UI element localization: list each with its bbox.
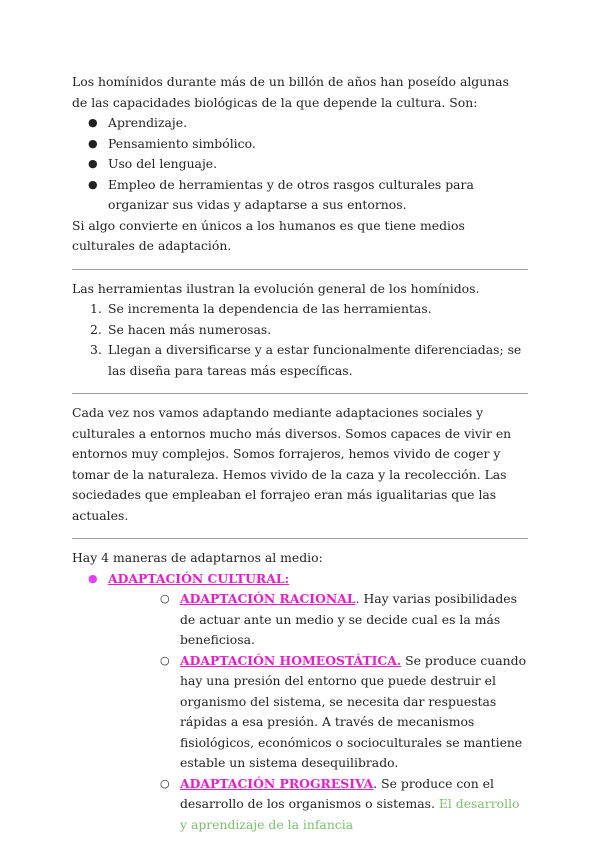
bullet-icon: ● [88, 157, 98, 170]
section4-intro: Hay 4 maneras de adaptarnos al medio: [72, 550, 323, 565]
adaptation-list [72, 569, 528, 836]
adaptation-sublist [144, 589, 528, 835]
list-item: ● Pensamiento simbólico. [72, 134, 528, 155]
circle-bullet-icon: ○ [160, 653, 170, 667]
tools-list [72, 299, 528, 381]
section3-paragraph: Cada vez nos vamos adaptando mediante adaptaciones sociales y culturales a entornos mucho más diversos. Somos capaces de vivir en entornos muy complejos. Somos forrajeros, hemos vivido de coger y tomar de la naturaleza. Hemos vivido de la caza y la recolección. Las sociedades que empleaban el forrajeo eran más igualitarias que las actuales. [72, 405, 512, 523]
divider [72, 393, 528, 394]
list-item: ○ ADAPTACIÓN RACIONAL. Hay varias posibilidades de actuar ante un medio y se decide cual es la más beneficiosa. [160, 591, 518, 647]
capacities-list [72, 113, 528, 216]
section1-outro: Si algo convierte en únicos a los humanos es que tiene medios culturales de adaptación. [72, 217, 465, 253]
list-item: ● Aprendizaje. [72, 113, 528, 134]
cultural-adaptation-heading: ADAPTACIÓN CULTURAL [108, 570, 285, 586]
list-item: 1. Se incrementa la dependencia de las herramientas. [90, 301, 432, 316]
list-item: ○ ADAPTACIÓN PROGRESIVA. Se produce con el desarrollo de los organismos o sistemas. El desarrollo y aprendizaje de la infancia [160, 775, 520, 832]
list-item: ● Uso del lenguaje. [72, 154, 528, 175]
divider [72, 269, 528, 270]
divider [72, 538, 528, 539]
bullet-icon: ● [88, 177, 98, 191]
list-item: ○ ADAPTACIÓN HOMEOSTÁTICA. Se produce cuando hay una presión del entorno que puede destruir el organismo del sistema, se necesita dar respuestas rápidas a esa presión. A través de mecanismos fisiológicos, económicos o socioculturales se mantiene estable un sistema desequilibrado. [160, 652, 527, 770]
circle-bullet-icon: ○ [160, 592, 170, 605]
document-content [72, 72, 528, 835]
bullet-icon: ● [88, 136, 98, 150]
list-item: ● ADAPTACIÓN CULTURAL: ○ ADAPTACIÓN RACIONAL. Hay varias posibilidades de actuar ante un medio y se decide cual es la más beneficiosa. ○ ADAPTACIÓN HOMEOSTÁTICA. Se produce cuando hay una presión del entorno que puede destruir el organismo del sistema, se necesita dar respuestas rápidas a esa presión. A través de mecanismos fisiológicos, económicos o socioculturales se mantiene estable un sistema desequilibrado. ○ ADAPTACIÓN PROGRESIVA. Se produce con el desarrollo de los organismos o sistemas. El desarrollo y aprendizaje de la infancia [72, 569, 528, 836]
list-item: ● Empleo de herramientas y de otros rasgos culturales para organizar sus vidas y adaptarse a sus entornos. [88, 176, 474, 212]
list-item: 2. Se hacen más numerosas. [90, 321, 272, 337]
section1-intro: Los homínidos durante más de un billón de años han poseído algunas de las capacidades biológicas de la que depende la cultura. Son: [72, 74, 509, 110]
bullet-icon: ● [88, 116, 98, 129]
list-item: 3. Llegan a diversificarse y a estar funcionalmente diferenciadas; se las diseña para tareas más específicas. [90, 342, 522, 378]
bullet-icon: ● [88, 571, 98, 585]
circle-bullet-icon: ○ [160, 776, 170, 790]
section2-intro: Las herramientas ilustran la evolución general de los homínidos. [72, 280, 480, 296]
